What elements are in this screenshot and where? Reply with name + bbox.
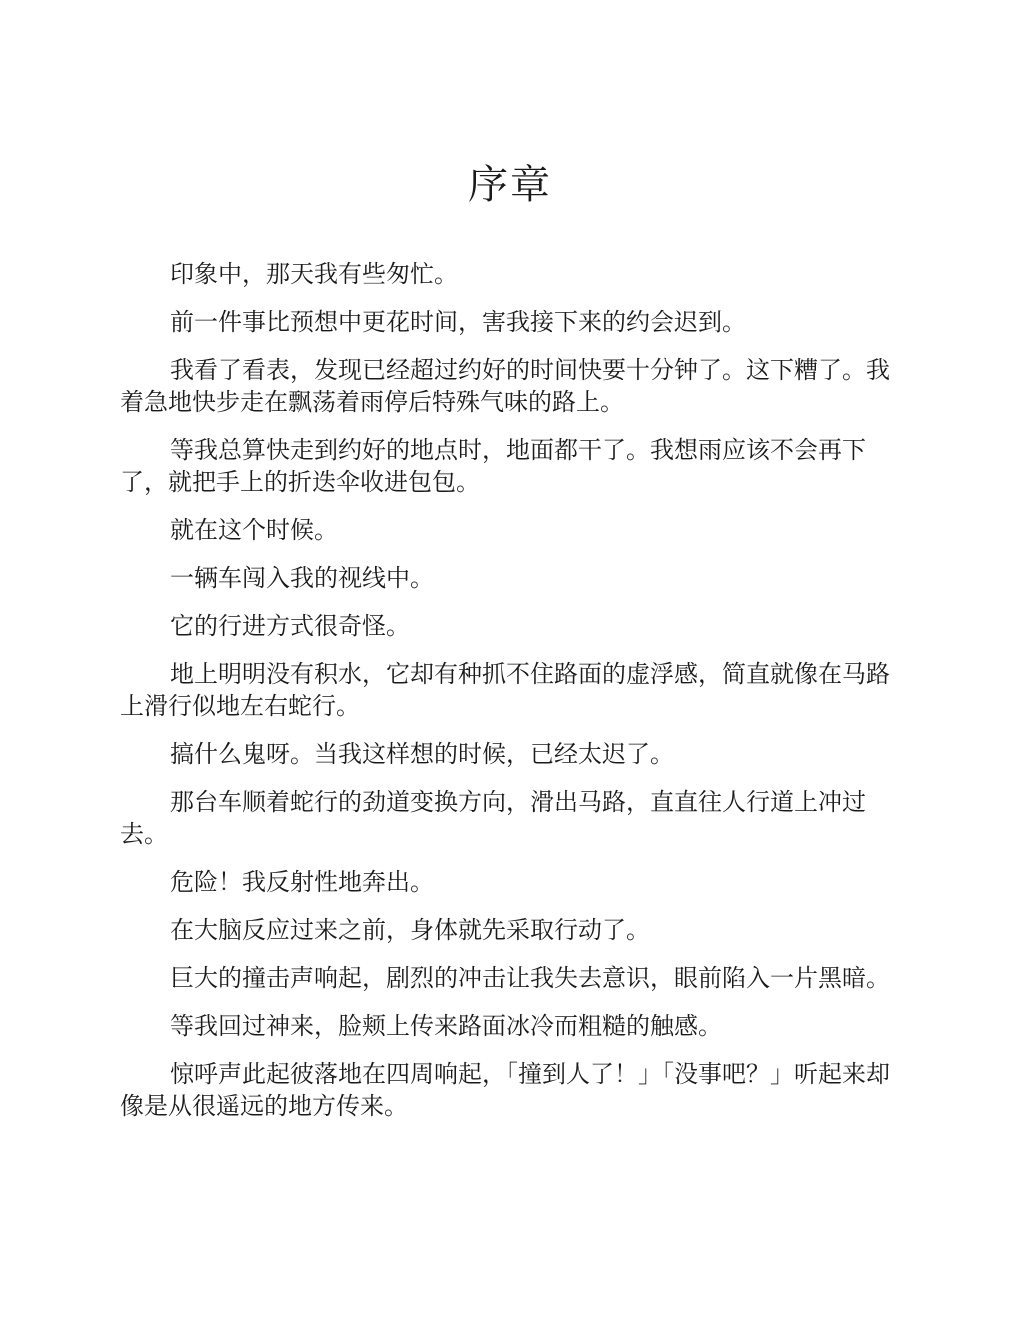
paragraph: 它的行进方式很奇怪。 <box>170 612 410 640</box>
paragraph: 前一件事比预想中更花时间，害我接下来的约会迟到。 <box>170 308 746 336</box>
chapter-title: 序章 <box>468 162 552 208</box>
paragraph: 一辆车闯入我的视线中。 <box>170 564 434 592</box>
paragraph: 巨大的撞击声响起，剧烈的冲击让我失去意识，眼前陷入一片黑暗。 <box>170 964 890 992</box>
paragraph: 那台车顺着蛇行的劲道变换方向，滑出马路，直直往人行道上冲过去。 <box>120 788 866 848</box>
paragraph: 等我回过神来，脸颊上传来路面冰冷而粗糙的触感。 <box>170 1012 722 1040</box>
chapter-body <box>120 258 900 1138</box>
paragraph: 危险！我反射性地奔出。 <box>170 868 434 896</box>
paragraph: 印象中，那天我有些匆忙。 <box>170 260 458 288</box>
paragraph: 在大脑反应过来之前，身体就先采取行动了。 <box>170 916 650 944</box>
paragraph: 惊呼声此起彼落地在四周响起，「撞到人了！」「没事吧？」听起来却像是从很遥远的地方传来。 <box>120 1060 890 1120</box>
paragraph: 我看了看表，发现已经超过约好的时间快要十分钟了。这下糟了。我着急地快步走在飘荡着雨停后特殊气味的路上。 <box>120 356 890 416</box>
paragraph: 等我总算快走到约好的地点时，地面都干了。我想雨应该不会再下了，就把手上的折迭伞收进包包。 <box>120 436 866 496</box>
paragraph: 就在这个时候。 <box>170 516 338 544</box>
paragraph: 搞什么鬼呀。当我这样想的时候，已经太迟了。 <box>170 740 674 768</box>
paragraph: 地上明明没有积水，它却有种抓不住路面的虚浮感，简直就像在马路上滑行似地左右蛇行。 <box>120 660 890 720</box>
